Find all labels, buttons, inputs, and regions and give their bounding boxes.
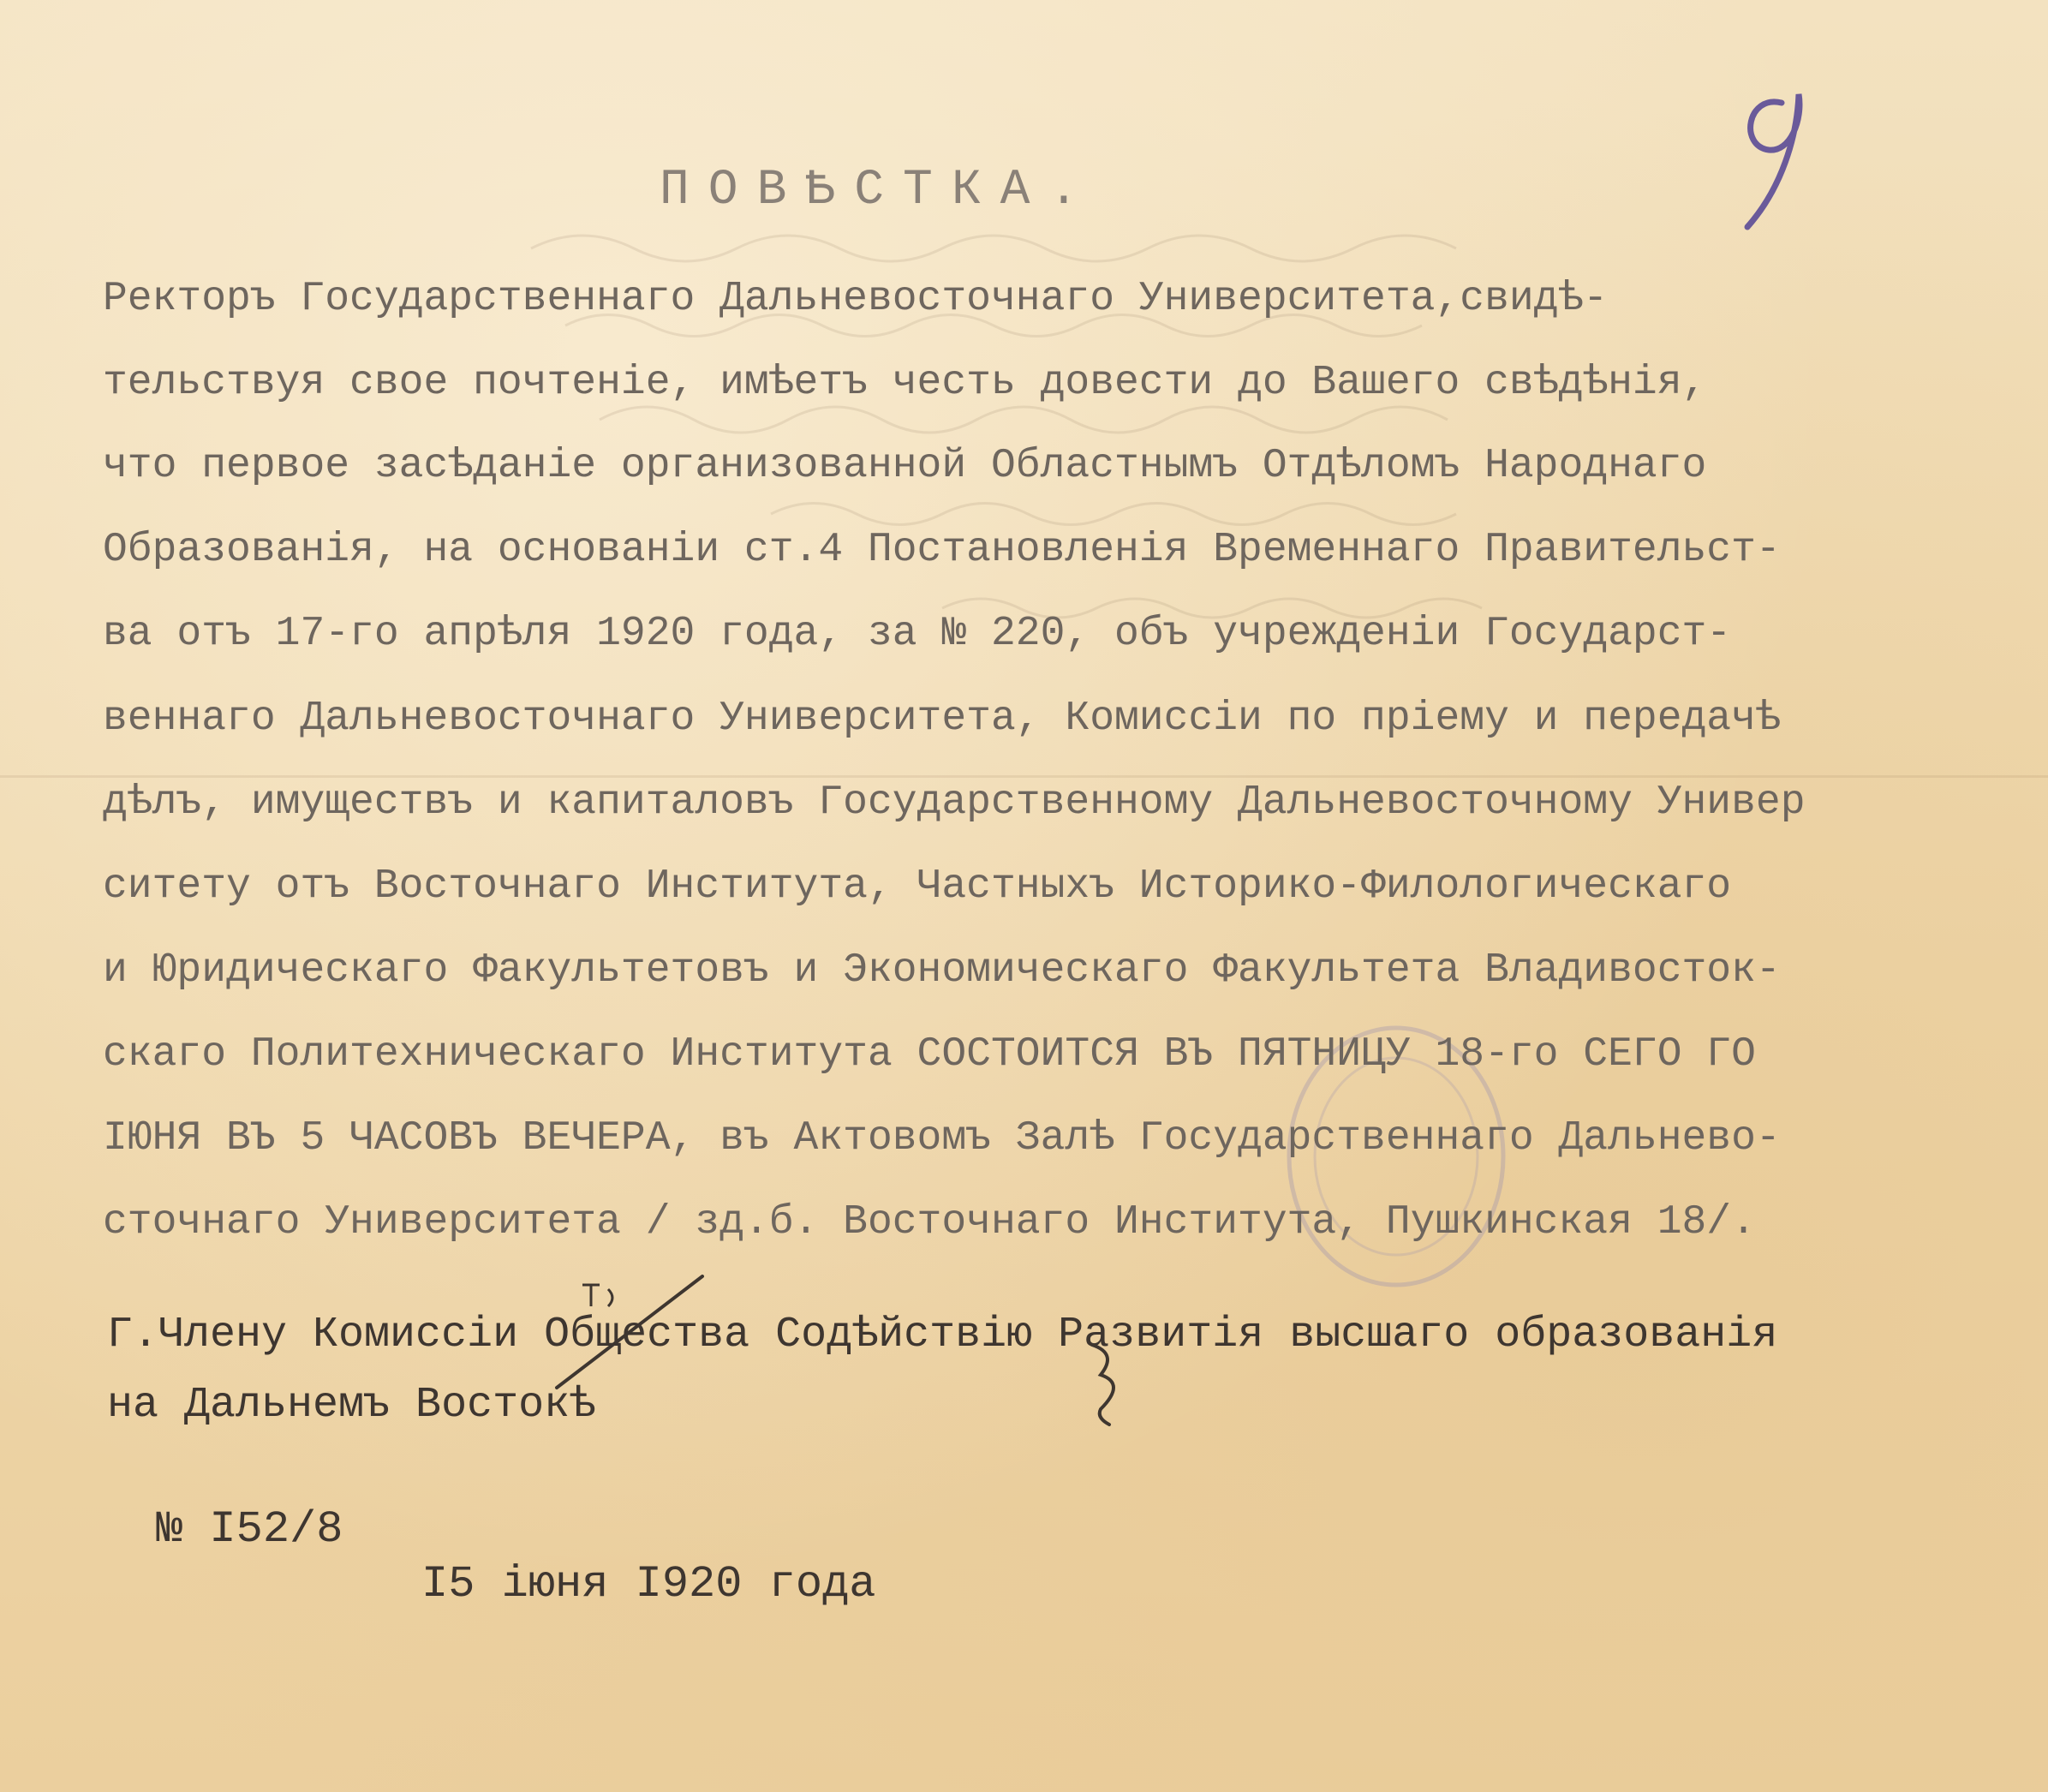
- body-line: ва отъ 17-го апрѣля 1920 года, за № 220, объ учрежденіи Государст-: [103, 611, 1732, 657]
- body-line: и Юридическаго Факультетовъ и Экономическаго Факультета Владивосток-: [103, 947, 1781, 994]
- body-line: скаго Политехническаго Института СОСТОИТСЯ ВЪ ПЯТНИЦУ 18-го СЕГО ГО: [103, 1031, 1756, 1078]
- body-line: Ректоръ Государственнаго Дальневосточнаго Университета,свидѣ-: [103, 276, 1609, 322]
- body-line: веннаго Дальневосточнаго Университета, Комиссіи по пріему и передачѣ: [103, 696, 1781, 742]
- body-line: ситету отъ Восточнаго Института, Частныхъ Историко-Филологическаго: [103, 863, 1732, 910]
- document-date: І5 іюня І920 года: [421, 1559, 876, 1610]
- body-line: сточнаго Университета / зд.б. Восточнаго Института, Пушкинская 18/.: [103, 1199, 1756, 1245]
- body-line: Образованія, на основаніи ст.4 Постановленія Временнаго Правительст-: [103, 527, 1781, 573]
- handwritten-correction: [548, 1268, 737, 1396]
- document-title: ПОВѢСТКА.: [660, 163, 1098, 218]
- paper-fold: [0, 775, 2048, 778]
- body-line: тельствуя свое почтеніе, имѣетъ честь довести до Вашего свѣдѣнія,: [103, 360, 1707, 406]
- body-line: что первое засѣданіе организованной Областнымъ Отдѣломъ Народнаго: [103, 443, 1707, 489]
- handwritten-correction: [1079, 1336, 1131, 1431]
- body-line: дѣлъ, имуществъ и капиталовъ Государственному Дальневосточному Универ: [103, 780, 1806, 826]
- handwritten-folio-number: [1722, 69, 1824, 240]
- body-line: ІЮНЯ ВЪ 5 ЧАСОВЪ ВЕЧЕРА, въ Актовомъ Залѣ Государственнаго Дальнево-: [103, 1115, 1781, 1162]
- document-number: № І52/8: [156, 1504, 343, 1555]
- addressee-line: Г.Члену Комиссіи Общества Содѣйствію Развитія высшаго образованія: [107, 1311, 1778, 1359]
- addressee-line: на Дальнемъ Востокѣ: [107, 1381, 596, 1430]
- bleed-through-handwriting: [514, 197, 2013, 677]
